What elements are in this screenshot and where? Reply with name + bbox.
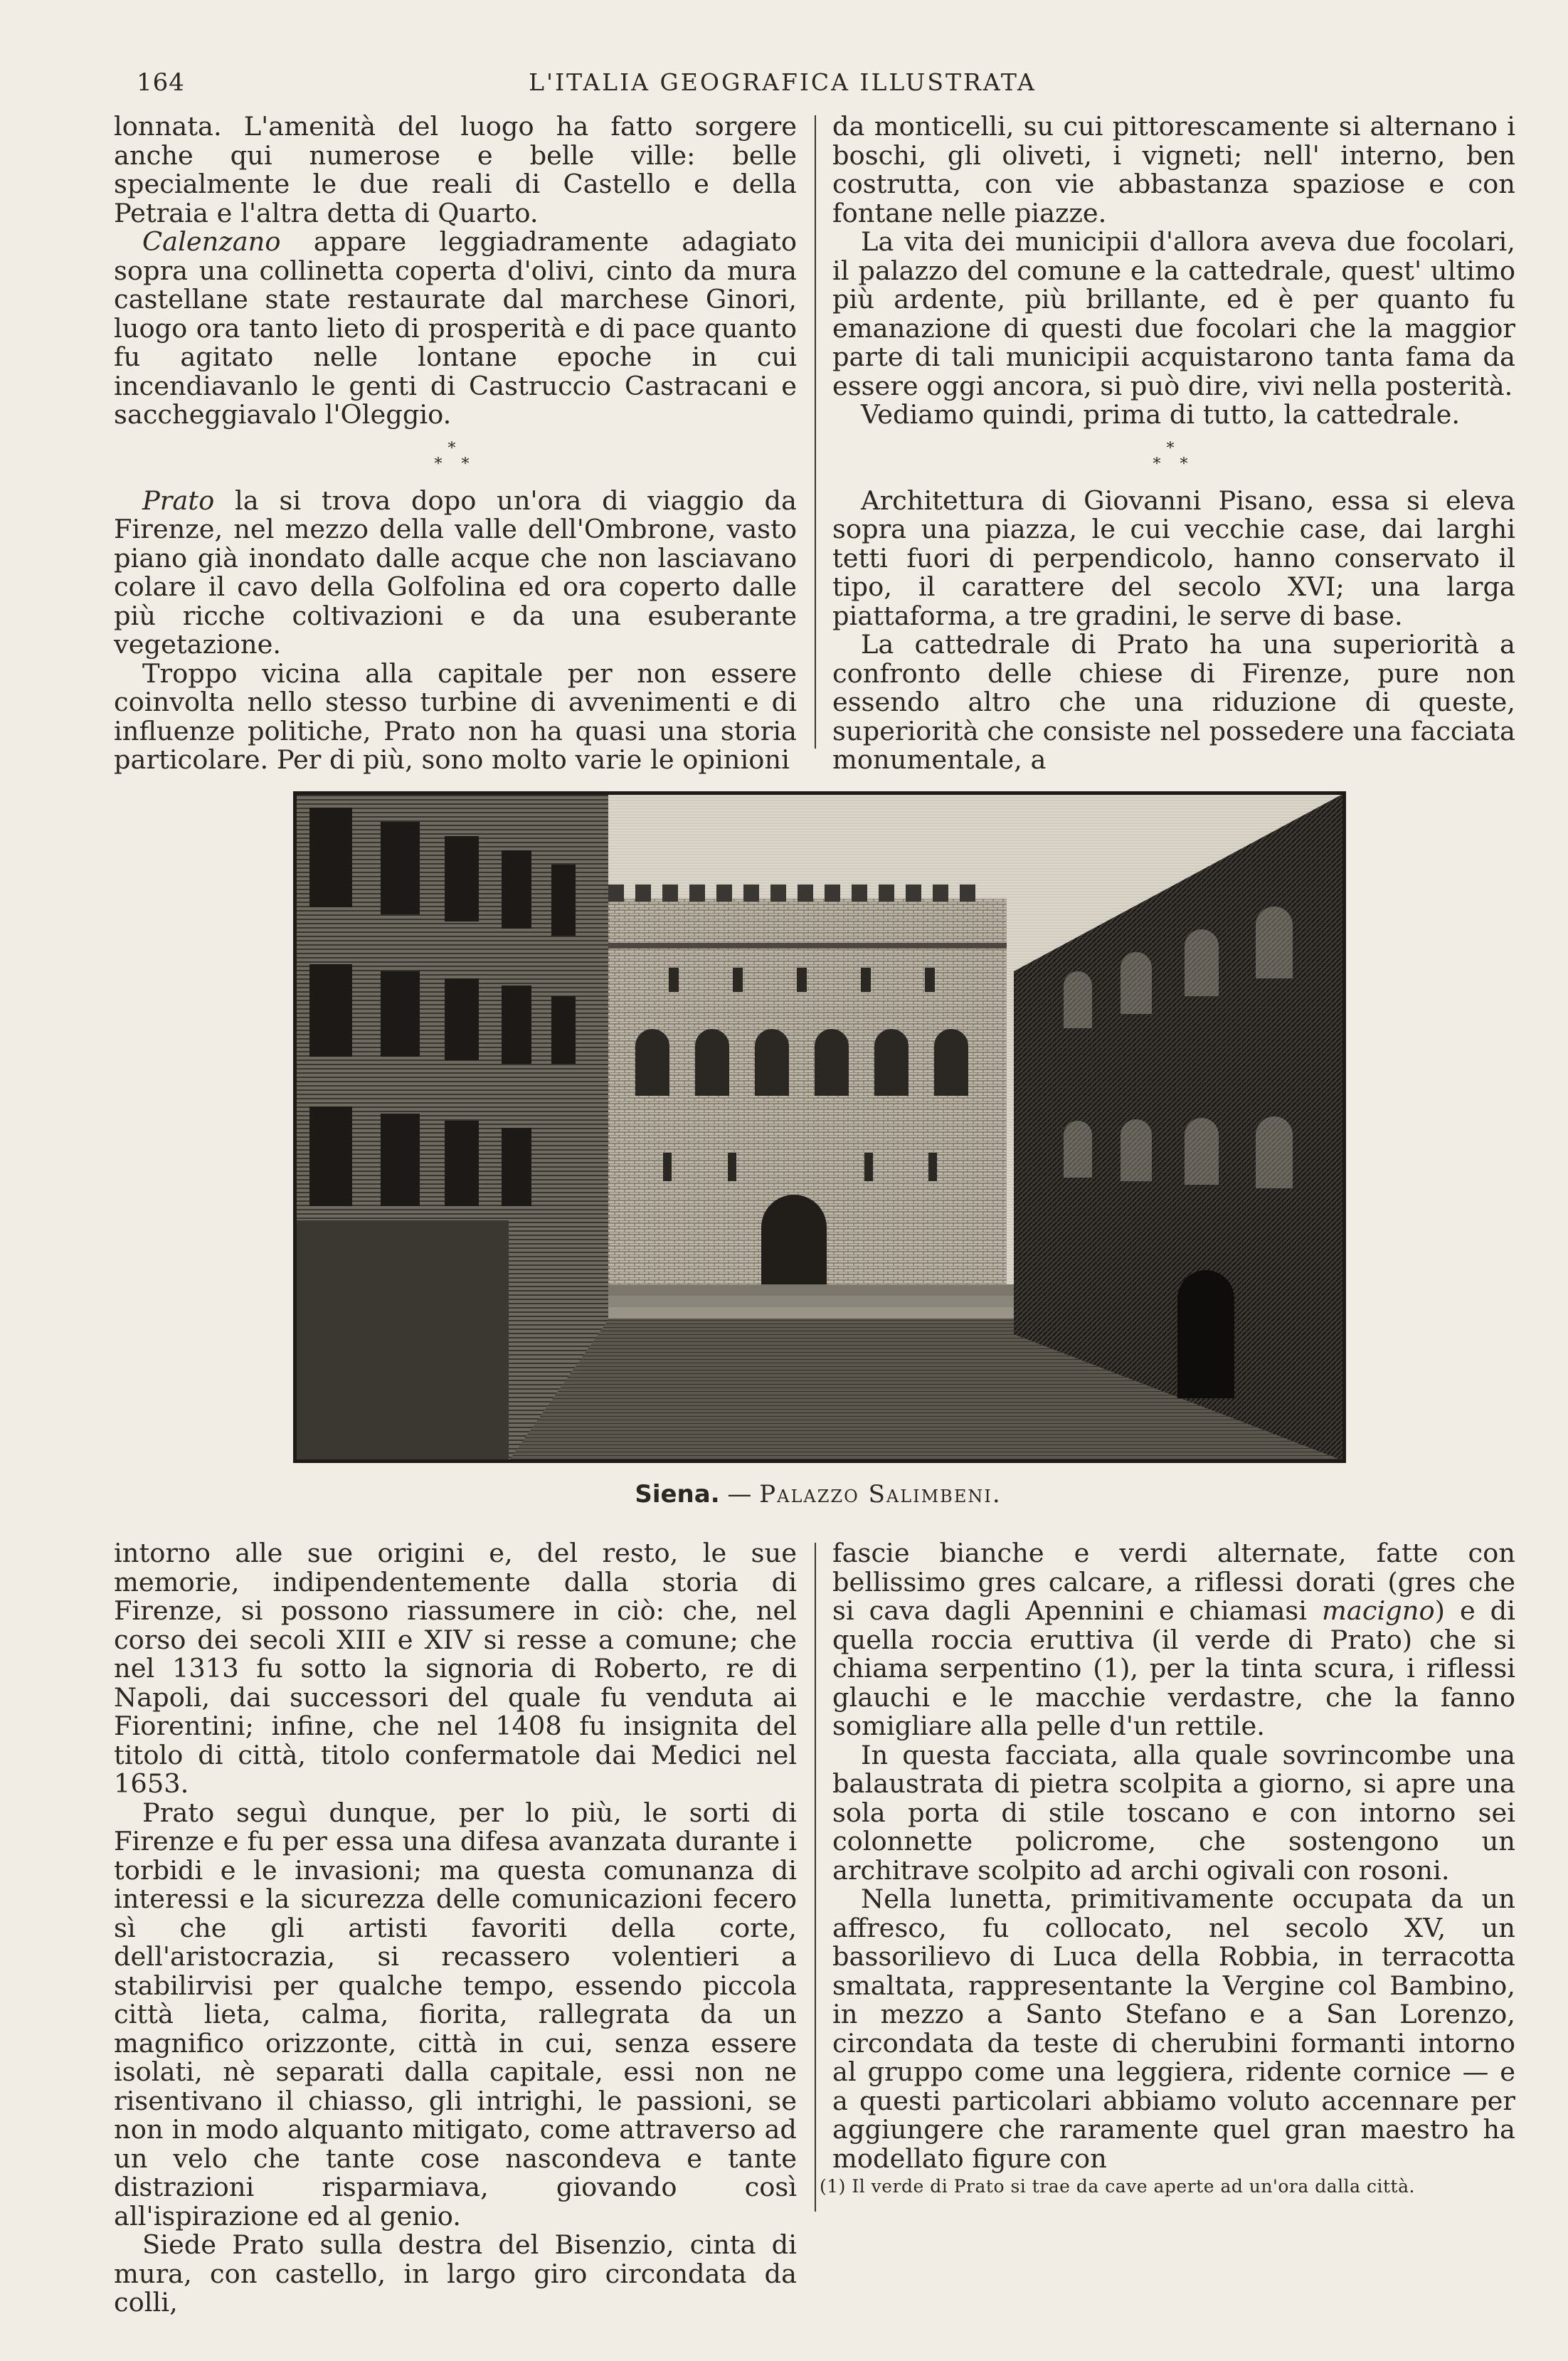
footnote: (1) Il verde di Prato si trae da cave aperte ad un'ora dalla città. — [820, 2176, 1415, 2197]
page-number: 164 — [137, 68, 185, 97]
paragraph: fascie bianche e verdi alternate, fatte con bellissimo gres calcare, a riflessi dorati (gres che si cava dagli Apennini e chiamasi macigno) e di quella roccia eruttiva (il verde di Prato) che si chiama serpentino (1), per la tinta scura, i riflessi glauchi e le macchie verdastre, che la fanno somigliare alla pelle d'un rettile. — [832, 1538, 1515, 1741]
paragraph: Troppo vicina alla capitale per non essere coinvolta nello stesso turbine di avvenimenti e di influenze politiche, Prato non ha quasi una storia particolare. Per di più, sono molto varie le opinioni — [114, 657, 797, 775]
paragraph: Architettura di Giovanni Pisano, essa si eleva sopra una piazza, le cui vecchie case, dai larghi tetti fuori di perpendicolo, hanno conservato il tipo, il carattere del secolo XVI; una larga piattaforma, a tre gradini, le serve di base. — [832, 485, 1515, 631]
caption-city: Siena. — [635, 1480, 720, 1509]
engraving-illustration — [295, 793, 1344, 1461]
running-title: L'ITALIA GEOGRAFICA ILLUSTRATA — [529, 68, 1037, 96]
paragraph: Calenzano appare leggiadramente adagiato sopra una collinetta coperta d'olivi, cinto da mura castellane state restaurate dal marchese Ginori, luogo ora tanto lieto di prosperità e di pace quanto fu agitato nelle lontane epoche in cui incendiavanlo le genti di Castruccio Castracani e saccheggiavalo l'Oleggio. — [114, 226, 797, 430]
paragraph: Vediamo quindi, prima di tutto, la cattedrale. — [861, 399, 1461, 430]
paragraph: Nella lunetta, primitivamente occupata da un affresco, fu collocato, nel secolo XV, un bassorilievo di Luca della Robbia, in terracotta smaltata, rappresentante la Vergine col Bambino, in mezzo a Santo Stefano e a San Lorenzo, circondata da teste di cherubini formanti intorno al gruppo come una leggiera, ridente cornice — e a questi particolari abbiamo voluto accennare per aggiungere che raramente quel gran maestro ha modellato figure con — [832, 1884, 1515, 2174]
paragraph: La cattedrale di Prato ha una superiorità a confronto delle chiese di Firenze, pure non essendo altro che una riduzione di queste, superiorità che consiste nel possedere una facciata monumentale, a — [832, 629, 1515, 775]
column-divider — [815, 115, 816, 749]
top-right-column — [832, 112, 1515, 775]
asterism: * * * — [434, 439, 477, 473]
page-header — [114, 68, 1451, 102]
paragraph: lonnata. L'amenità del luogo ha fatto sorgere anche qui numerose e belle ville: belle specialmente le due reali di Castello e della Petraia e l'altra detta di Quarto. — [114, 111, 797, 228]
place-name: Calenzano — [142, 226, 281, 257]
paragraph: Siede Prato sulla destra del Bisenzio, cinta di mura, con castello, in largo giro circondata da colli, — [114, 2229, 797, 2318]
paragraph: intorno alle sue origini e, del resto, le sue memorie, indipendentemente dalla storia di Firenze, si possono riassumere in ciò: che, nel corso dei secoli XIII e XIV si resse a comune; che nel 1313 fu sotto la signoria di Roberto, re di Napoli, dai successori del quale fu venduta ai Fiorentini; infine, che nel 1408 fu insignita del titolo di città, titolo confermatole dai Medici nel 1653. — [114, 1538, 797, 1799]
italic-term: macigno — [1322, 1595, 1435, 1626]
engraving-palazzo-salimbeni — [293, 791, 1346, 1463]
paragraph: La vita dei municipii d'allora aveva due focolari, il palazzo del comune e la cattedrale, quest' ultimo più ardente, più brillante, ed è per quanto fu emanazione di questi due focolari che la maggior parte di tali municipii acquistarono tanta fama da essere oggi ancora, si può dire, vivi nella posterità. — [832, 226, 1515, 401]
bottom-right-column — [832, 1539, 1515, 2173]
paragraph: Prato seguì dunque, per lo più, le sorti di Firenze e fu per essa una difesa avanzata durante i torbidi e le invasioni; ma questa comunanza di interessi e la sicurezza delle comunicazioni fecero sì che gli artisti favoriti della corte, dell'aristocrazia, si recassero volentieri a stabilirvisi per qualche tempo, essendo piccola città lieta, calma, fiorita, rallegrata da un magnifico orizzonte, città in cui, senza essere isolati, nè separati dalla capitale, essi non ne risentivano il chiasso, gli intrighi, le passioni, se non in modo alquanto mitigato, come attraverso ad un velo che tante cose nascondeva e tante distrazioni risparmiava, giovando così all'ispirazione ed al genio. — [114, 1797, 797, 2231]
figure-caption: Siena. — Palazzo Salimbeni. — [635, 1480, 1002, 1509]
paragraph: In questa facciata, alla quale sovrincombe una balaustrata di pietra scolpita a giorno, si apre una sola porta di stile toscano e con intorno sei colonnette policrome, che sostengono un architrave scolpito ad archi ogivali con rosoni. — [832, 1739, 1515, 1886]
top-left-column — [114, 112, 797, 775]
column-divider — [815, 1543, 816, 2212]
caption-title: Palazzo Salimbeni. — [759, 1480, 1002, 1509]
place-name: Prato — [142, 485, 215, 516]
paragraph: Prato la si trova dopo un'ora di viaggio da Firenze, nel mezzo della valle dell'Ombrone, vasto piano già inondato dalle acque che non lasciavano colare il cavo della Golfolina ed ora coperto dalle più ricche coltivazioni e da una esuberante vegetazione. — [114, 485, 797, 660]
bottom-left-column — [114, 1539, 797, 2318]
asterism: * * * — [1153, 439, 1195, 473]
paragraph: da monticelli, su cui pittorescamente si alternano i boschi, gli oliveti, i vigneti; nell' interno, ben costrutta, con vie abbastanza spaziose e con fontane nelle piazze. — [832, 111, 1515, 228]
